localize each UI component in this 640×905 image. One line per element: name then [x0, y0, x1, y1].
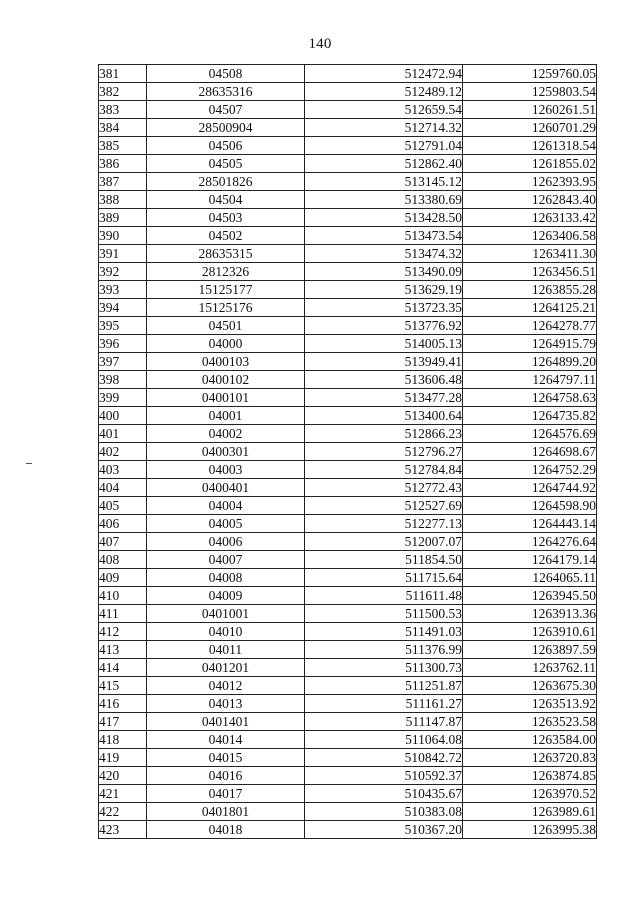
table-row — [99, 497, 597, 515]
y-coordinate-cell: 1263406.58 — [463, 227, 597, 245]
y-coordinate-cell: 1263523.58 — [463, 713, 597, 731]
table-row — [99, 371, 597, 389]
row-number-cell: 411 — [99, 605, 147, 623]
table-row — [99, 83, 597, 101]
point-id-cell: 0400301 — [147, 443, 305, 461]
x-coordinate-cell: 510367.20 — [305, 821, 463, 839]
y-coordinate-cell: 1263970.52 — [463, 785, 597, 803]
x-coordinate-cell: 512791.04 — [305, 137, 463, 155]
x-coordinate-cell: 511611.48 — [305, 587, 463, 605]
table-row — [99, 821, 597, 839]
x-coordinate-cell: 513474.32 — [305, 245, 463, 263]
table-row — [99, 551, 597, 569]
point-id-cell: 2812326 — [147, 263, 305, 281]
coordinates-table-body — [99, 65, 597, 839]
x-coordinate-cell: 512489.12 — [305, 83, 463, 101]
x-coordinate-cell: 513400.64 — [305, 407, 463, 425]
x-coordinate-cell: 511064.08 — [305, 731, 463, 749]
row-number-cell: 382 — [99, 83, 147, 101]
table-row — [99, 623, 597, 641]
y-coordinate-cell: 1264744.92 — [463, 479, 597, 497]
row-number-cell: 409 — [99, 569, 147, 587]
row-number-cell: 388 — [99, 191, 147, 209]
point-id-cell: 04006 — [147, 533, 305, 551]
y-coordinate-cell: 1262393.95 — [463, 173, 597, 191]
row-number-cell: 410 — [99, 587, 147, 605]
row-number-cell: 402 — [99, 443, 147, 461]
point-id-cell: 0401801 — [147, 803, 305, 821]
point-id-cell: 04506 — [147, 137, 305, 155]
point-id-cell: 04008 — [147, 569, 305, 587]
point-id-cell: 04017 — [147, 785, 305, 803]
point-id-cell: 04002 — [147, 425, 305, 443]
table-row — [99, 659, 597, 677]
x-coordinate-cell: 513380.69 — [305, 191, 463, 209]
point-id-cell: 0401001 — [147, 605, 305, 623]
point-id-cell: 04009 — [147, 587, 305, 605]
y-coordinate-cell: 1259803.54 — [463, 83, 597, 101]
table-row — [99, 389, 597, 407]
y-coordinate-cell: 1264276.64 — [463, 533, 597, 551]
table-row — [99, 299, 597, 317]
point-id-cell: 28500904 — [147, 119, 305, 137]
x-coordinate-cell: 512007.07 — [305, 533, 463, 551]
x-coordinate-cell: 511854.50 — [305, 551, 463, 569]
row-number-cell: 398 — [99, 371, 147, 389]
margin-mark — [26, 463, 32, 464]
y-coordinate-cell: 1263133.42 — [463, 209, 597, 227]
table-row — [99, 65, 597, 83]
point-id-cell: 04011 — [147, 641, 305, 659]
table-row — [99, 461, 597, 479]
table-row — [99, 245, 597, 263]
table-row — [99, 407, 597, 425]
coordinates-table — [98, 64, 597, 839]
y-coordinate-cell: 1263913.36 — [463, 605, 597, 623]
y-coordinate-cell: 1263675.30 — [463, 677, 597, 695]
table-row — [99, 263, 597, 281]
x-coordinate-cell: 513477.28 — [305, 389, 463, 407]
point-id-cell: 04015 — [147, 749, 305, 767]
y-coordinate-cell: 1261855.02 — [463, 155, 597, 173]
row-number-cell: 383 — [99, 101, 147, 119]
x-coordinate-cell: 512862.40 — [305, 155, 463, 173]
row-number-cell: 393 — [99, 281, 147, 299]
y-coordinate-cell: 1263456.51 — [463, 263, 597, 281]
table-row — [99, 803, 597, 821]
point-id-cell: 28635315 — [147, 245, 305, 263]
table-row — [99, 443, 597, 461]
x-coordinate-cell: 511251.87 — [305, 677, 463, 695]
row-number-cell: 419 — [99, 749, 147, 767]
y-coordinate-cell: 1263411.30 — [463, 245, 597, 263]
point-id-cell: 0400401 — [147, 479, 305, 497]
table-row — [99, 425, 597, 443]
point-id-cell: 0400102 — [147, 371, 305, 389]
x-coordinate-cell: 511161.27 — [305, 695, 463, 713]
y-coordinate-cell: 1264278.77 — [463, 317, 597, 335]
point-id-cell: 04000 — [147, 335, 305, 353]
table-row — [99, 209, 597, 227]
y-coordinate-cell: 1264598.90 — [463, 497, 597, 515]
y-coordinate-cell: 1263897.59 — [463, 641, 597, 659]
table-row — [99, 281, 597, 299]
table-row — [99, 569, 597, 587]
x-coordinate-cell: 513776.92 — [305, 317, 463, 335]
table-row — [99, 227, 597, 245]
y-coordinate-cell: 1264758.63 — [463, 389, 597, 407]
x-coordinate-cell: 513490.09 — [305, 263, 463, 281]
table-row — [99, 101, 597, 119]
y-coordinate-cell: 1259760.05 — [463, 65, 597, 83]
point-id-cell: 04001 — [147, 407, 305, 425]
x-coordinate-cell: 514005.13 — [305, 335, 463, 353]
point-id-cell: 04003 — [147, 461, 305, 479]
y-coordinate-cell: 1264065.11 — [463, 569, 597, 587]
table-row — [99, 713, 597, 731]
table-row — [99, 137, 597, 155]
y-coordinate-cell: 1264915.79 — [463, 335, 597, 353]
x-coordinate-cell: 512659.54 — [305, 101, 463, 119]
x-coordinate-cell: 512277.13 — [305, 515, 463, 533]
y-coordinate-cell: 1264797.11 — [463, 371, 597, 389]
y-coordinate-cell: 1261318.54 — [463, 137, 597, 155]
y-coordinate-cell: 1264179.14 — [463, 551, 597, 569]
x-coordinate-cell: 512714.32 — [305, 119, 463, 137]
y-coordinate-cell: 1263513.92 — [463, 695, 597, 713]
y-coordinate-cell: 1264576.69 — [463, 425, 597, 443]
table-row — [99, 605, 597, 623]
table-row — [99, 335, 597, 353]
row-number-cell: 417 — [99, 713, 147, 731]
table-row — [99, 731, 597, 749]
table-row — [99, 785, 597, 803]
y-coordinate-cell: 1263855.28 — [463, 281, 597, 299]
row-number-cell: 420 — [99, 767, 147, 785]
y-coordinate-cell: 1263910.61 — [463, 623, 597, 641]
table-row — [99, 353, 597, 371]
x-coordinate-cell: 512796.27 — [305, 443, 463, 461]
y-coordinate-cell: 1263720.83 — [463, 749, 597, 767]
row-number-cell: 385 — [99, 137, 147, 155]
point-id-cell: 04501 — [147, 317, 305, 335]
row-number-cell: 414 — [99, 659, 147, 677]
y-coordinate-cell: 1264899.20 — [463, 353, 597, 371]
x-coordinate-cell: 512772.43 — [305, 479, 463, 497]
row-number-cell: 412 — [99, 623, 147, 641]
point-id-cell: 0401201 — [147, 659, 305, 677]
y-coordinate-cell: 1264752.29 — [463, 461, 597, 479]
y-coordinate-cell: 1263584.00 — [463, 731, 597, 749]
x-coordinate-cell: 511147.87 — [305, 713, 463, 731]
table-row — [99, 317, 597, 335]
row-number-cell: 395 — [99, 317, 147, 335]
row-number-cell: 396 — [99, 335, 147, 353]
page-number: 140 — [308, 36, 332, 52]
row-number-cell: 404 — [99, 479, 147, 497]
row-number-cell: 421 — [99, 785, 147, 803]
row-number-cell: 416 — [99, 695, 147, 713]
table-row — [99, 587, 597, 605]
y-coordinate-cell: 1262843.40 — [463, 191, 597, 209]
row-number-cell: 418 — [99, 731, 147, 749]
y-coordinate-cell: 1263995.38 — [463, 821, 597, 839]
row-number-cell: 413 — [99, 641, 147, 659]
point-id-cell: 04502 — [147, 227, 305, 245]
x-coordinate-cell: 513723.35 — [305, 299, 463, 317]
table-row — [99, 479, 597, 497]
row-number-cell: 407 — [99, 533, 147, 551]
y-coordinate-cell: 1260261.51 — [463, 101, 597, 119]
row-number-cell: 403 — [99, 461, 147, 479]
point-id-cell: 15125176 — [147, 299, 305, 317]
table-row — [99, 515, 597, 533]
y-coordinate-cell: 1264125.21 — [463, 299, 597, 317]
row-number-cell: 384 — [99, 119, 147, 137]
row-number-cell: 406 — [99, 515, 147, 533]
point-id-cell: 0400103 — [147, 353, 305, 371]
x-coordinate-cell: 510383.08 — [305, 803, 463, 821]
x-coordinate-cell: 513473.54 — [305, 227, 463, 245]
point-id-cell: 04507 — [147, 101, 305, 119]
x-coordinate-cell: 513949.41 — [305, 353, 463, 371]
row-number-cell: 401 — [99, 425, 147, 443]
x-coordinate-cell: 511376.99 — [305, 641, 463, 659]
table-row — [99, 173, 597, 191]
row-number-cell: 397 — [99, 353, 147, 371]
point-id-cell: 28501826 — [147, 173, 305, 191]
point-id-cell: 04503 — [147, 209, 305, 227]
point-id-cell: 04012 — [147, 677, 305, 695]
point-id-cell: 04508 — [147, 65, 305, 83]
row-number-cell: 415 — [99, 677, 147, 695]
row-number-cell: 400 — [99, 407, 147, 425]
table-row — [99, 695, 597, 713]
point-id-cell: 0401401 — [147, 713, 305, 731]
row-number-cell: 381 — [99, 65, 147, 83]
point-id-cell: 28635316 — [147, 83, 305, 101]
x-coordinate-cell: 512866.23 — [305, 425, 463, 443]
row-number-cell: 391 — [99, 245, 147, 263]
point-id-cell: 15125177 — [147, 281, 305, 299]
table-row — [99, 155, 597, 173]
point-id-cell: 04010 — [147, 623, 305, 641]
point-id-cell: 04016 — [147, 767, 305, 785]
x-coordinate-cell: 513606.48 — [305, 371, 463, 389]
y-coordinate-cell: 1263945.50 — [463, 587, 597, 605]
row-number-cell: 423 — [99, 821, 147, 839]
row-number-cell: 408 — [99, 551, 147, 569]
x-coordinate-cell: 511300.73 — [305, 659, 463, 677]
y-coordinate-cell: 1263989.61 — [463, 803, 597, 821]
point-id-cell: 04504 — [147, 191, 305, 209]
x-coordinate-cell: 513145.12 — [305, 173, 463, 191]
x-coordinate-cell: 511500.53 — [305, 605, 463, 623]
x-coordinate-cell: 513629.19 — [305, 281, 463, 299]
table-row — [99, 749, 597, 767]
y-coordinate-cell: 1263762.11 — [463, 659, 597, 677]
y-coordinate-cell: 1264698.67 — [463, 443, 597, 461]
x-coordinate-cell: 510435.67 — [305, 785, 463, 803]
row-number-cell: 394 — [99, 299, 147, 317]
row-number-cell: 390 — [99, 227, 147, 245]
table-row — [99, 191, 597, 209]
row-number-cell: 405 — [99, 497, 147, 515]
x-coordinate-cell: 512527.69 — [305, 497, 463, 515]
point-id-cell: 04014 — [147, 731, 305, 749]
x-coordinate-cell: 511715.64 — [305, 569, 463, 587]
y-coordinate-cell: 1263874.85 — [463, 767, 597, 785]
table-row — [99, 641, 597, 659]
point-id-cell: 04007 — [147, 551, 305, 569]
point-id-cell: 04018 — [147, 821, 305, 839]
x-coordinate-cell: 511491.03 — [305, 623, 463, 641]
x-coordinate-cell: 512472.94 — [305, 65, 463, 83]
point-id-cell: 04505 — [147, 155, 305, 173]
x-coordinate-cell: 512784.84 — [305, 461, 463, 479]
table-row — [99, 677, 597, 695]
table-row — [99, 119, 597, 137]
row-number-cell: 387 — [99, 173, 147, 191]
row-number-cell: 392 — [99, 263, 147, 281]
point-id-cell: 04013 — [147, 695, 305, 713]
x-coordinate-cell: 510592.37 — [305, 767, 463, 785]
y-coordinate-cell: 1260701.29 — [463, 119, 597, 137]
y-coordinate-cell: 1264443.14 — [463, 515, 597, 533]
row-number-cell: 389 — [99, 209, 147, 227]
x-coordinate-cell: 510842.72 — [305, 749, 463, 767]
y-coordinate-cell: 1264735.82 — [463, 407, 597, 425]
table-row — [99, 767, 597, 785]
x-coordinate-cell: 513428.50 — [305, 209, 463, 227]
row-number-cell: 399 — [99, 389, 147, 407]
point-id-cell: 04004 — [147, 497, 305, 515]
row-number-cell: 386 — [99, 155, 147, 173]
row-number-cell: 422 — [99, 803, 147, 821]
point-id-cell: 0400101 — [147, 389, 305, 407]
table-row — [99, 533, 597, 551]
point-id-cell: 04005 — [147, 515, 305, 533]
